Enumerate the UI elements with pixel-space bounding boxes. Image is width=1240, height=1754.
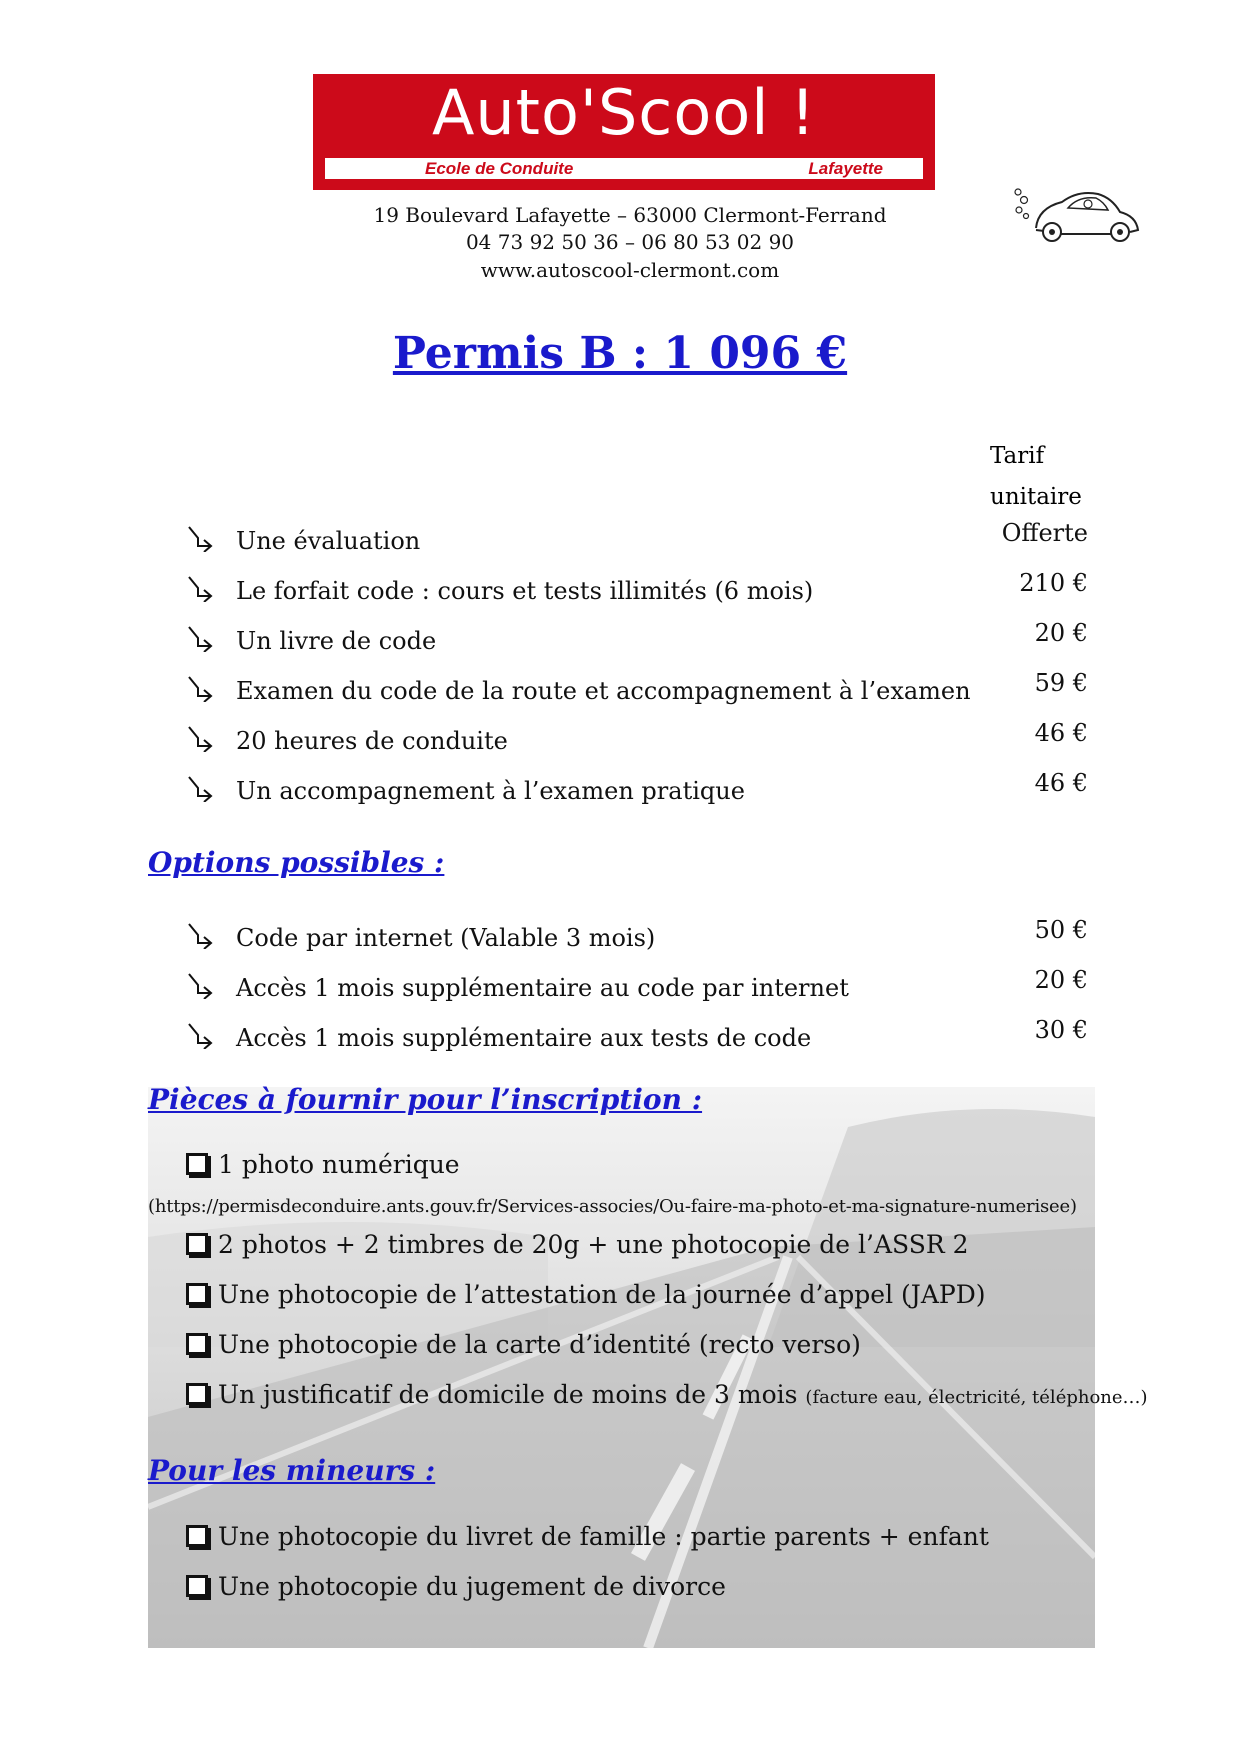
checkbox-icon[interactable] xyxy=(186,1283,208,1305)
item-price: 20 € xyxy=(1034,619,1088,647)
checkbox-icon[interactable] xyxy=(186,1153,208,1175)
arrow-bullet-icon xyxy=(186,921,214,949)
arrow-bullet-icon xyxy=(186,524,214,552)
tarif-header xyxy=(990,436,1100,518)
item-price: 20 € xyxy=(1034,966,1088,994)
checklist-label: 1 photo numérique xyxy=(218,1150,460,1179)
checklist-label: Une photocopie de l’attestation de la journée d’appel (JAPD) xyxy=(218,1280,986,1309)
logo-band xyxy=(325,158,923,179)
arrow-bullet-icon xyxy=(186,574,214,602)
mineurs-title: Pour les mineurs : xyxy=(148,1454,436,1487)
checklist-label: Une photocopie de la carte d’identité (recto verso) xyxy=(218,1330,861,1359)
item-label: Code par internet (Valable 3 mois) xyxy=(236,924,656,952)
checklist-label: Une photocopie du livret de famille : partie parents + enfant xyxy=(218,1522,989,1551)
logo-subtitle-left: Ecole de Conduite xyxy=(425,159,574,178)
item-price: 46 € xyxy=(1034,719,1088,747)
arrow-bullet-icon xyxy=(186,724,214,752)
item-label: Examen du code de la route et accompagnement à l’examen xyxy=(236,677,971,705)
item-label: Un accompagnement à l’examen pratique xyxy=(236,777,745,805)
arrow-bullet-icon xyxy=(186,971,214,999)
item-price: 50 € xyxy=(1034,916,1088,944)
checkbox-icon[interactable] xyxy=(186,1525,208,1547)
options-title: Options possibles : xyxy=(148,846,445,879)
item-label: Le forfait code : cours et tests illimités (6 mois) xyxy=(236,577,814,605)
checklist-label: Une photocopie du jugement de divorce xyxy=(218,1572,726,1601)
website[interactable]: www.autoscool-clermont.com xyxy=(480,258,780,282)
logo-title: Auto'Scool ! xyxy=(431,76,817,149)
arrow-bullet-icon xyxy=(186,674,214,702)
address: 19 Boulevard Lafayette – 63000 Clermont-Ferrand xyxy=(373,203,887,227)
tarif-header-line1: Tarif xyxy=(990,443,1045,469)
logo-subtitle-right: Lafayette xyxy=(808,159,883,178)
item-price: 59 € xyxy=(1034,669,1088,697)
phone-numbers: 04 73 92 50 36 – 06 80 53 02 90 xyxy=(465,230,795,254)
item-price: 30 € xyxy=(1034,1016,1088,1044)
checklist-item xyxy=(186,1150,460,1179)
item-price: Offerte xyxy=(1001,519,1088,547)
checklist-item xyxy=(186,1522,989,1551)
checklist-label: Un justificatif de domicile de moins de 3 mois xyxy=(218,1380,798,1409)
logo-banner xyxy=(313,74,935,190)
checkbox-icon[interactable] xyxy=(186,1575,208,1597)
checkbox-icon[interactable] xyxy=(186,1233,208,1255)
checklist-item xyxy=(186,1380,1148,1409)
arrow-bullet-icon xyxy=(186,624,214,652)
checkbox-icon[interactable] xyxy=(186,1383,208,1405)
arrow-bullet-icon xyxy=(186,774,214,802)
checklist-item xyxy=(186,1330,861,1359)
photo-url[interactable]: (https://permisdeconduire.ants.gouv.fr/Services-associes/Ou-faire-ma-photo-et-ma-signature-numerisee) xyxy=(148,1196,1077,1217)
checklist-item xyxy=(186,1280,986,1309)
item-price: 46 € xyxy=(1034,769,1088,797)
item-label: Une évaluation xyxy=(236,527,421,555)
item-label: Accès 1 mois supplémentaire au code par internet xyxy=(236,974,849,1002)
checklist-label: 2 photos + 2 timbres de 20g + une photocopie de l’ASSR 2 xyxy=(218,1230,969,1259)
checklist-note: (facture eau, électricité, téléphone…) xyxy=(805,1387,1148,1408)
item-price: 210 € xyxy=(1019,569,1088,597)
item-label: 20 heures de conduite xyxy=(236,727,508,755)
item-label: Un livre de code xyxy=(236,627,437,655)
arrow-bullet-icon xyxy=(186,1021,214,1049)
page-title: Permis B : 1 096 € xyxy=(392,328,848,379)
checklist-item xyxy=(186,1572,726,1601)
tarif-header-line2: unitaire xyxy=(990,484,1082,510)
checklist-item xyxy=(186,1230,969,1259)
checkbox-icon[interactable] xyxy=(186,1333,208,1355)
item-label: Accès 1 mois supplémentaire aux tests de code xyxy=(236,1024,812,1052)
pieces-title: Pièces à fournir pour l’inscription : xyxy=(148,1083,703,1116)
car-icon xyxy=(1012,180,1152,250)
